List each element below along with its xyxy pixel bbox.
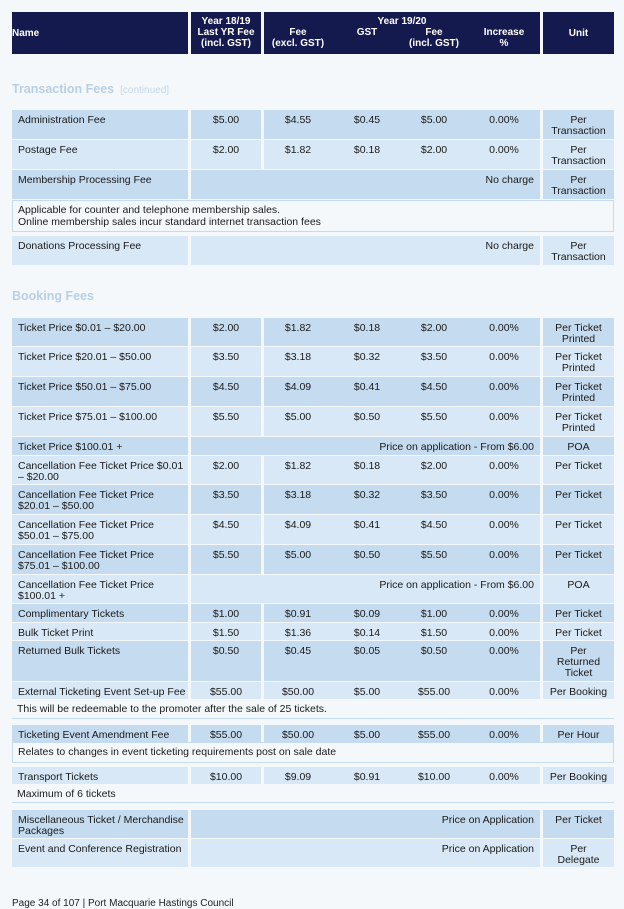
table-row [12,407,614,436]
row-unit: Per [570,174,587,186]
cell-fee [264,407,540,436]
row-note [12,200,614,232]
increase-percent: 0.00% [489,608,519,620]
cell-unit [543,623,614,640]
row-name: – $20.00 [18,471,59,483]
row-name: Packages [18,825,65,837]
row-unit: Per Booking [549,771,608,783]
cell-last [191,623,261,640]
cell-unit [543,140,614,169]
row-unit: Transaction [551,155,606,167]
increase-percent: 0.00% [489,519,519,531]
gst-amount: $0.05 [353,645,381,657]
row-unit: Per [570,843,587,855]
table-row [12,682,614,699]
increase-percent: 0.00% [489,645,519,657]
cell-unit [543,170,614,199]
cell-last [191,110,261,139]
cell-name [12,140,188,169]
fee-incl-gst: $5.50 [420,411,448,423]
gst-amount: $0.32 [353,351,381,363]
increase-percent: 0.00% [489,322,519,334]
row-name: Ticket Price $20.01 – $50.00 [18,351,152,363]
table-row [12,604,614,622]
cell-unit [543,725,614,742]
row-unit: Per [570,240,587,252]
fee-excl-gst: $4.09 [284,381,312,393]
row-name: Ticket Price $0.01 – $20.00 [18,322,146,334]
gst-amount: $0.41 [353,381,381,393]
last-year-fee: $3.50 [212,351,240,363]
cell-fee [264,641,540,681]
fee-incl-gst: $4.50 [420,519,448,531]
increase-percent: 0.00% [489,460,519,472]
fee-incl-gst: $1.00 [420,608,448,620]
row-name: Event and Conference Registration [18,843,182,855]
increase-percent: 0.00% [489,489,519,501]
row-note [12,785,614,803]
increase-percent: 0.00% [489,114,519,126]
increase-percent: 0.00% [489,729,519,741]
row-name: Cancellation Fee Ticket Price [18,489,154,501]
fee-incl-gst: $1.50 [420,627,448,639]
booking-fees-heading: Booking Fees [12,289,94,303]
gst-amount: $0.50 [353,549,381,561]
merged-fee-cell [191,236,540,265]
row-name: Ticket Price $50.01 – $75.00 [18,381,152,393]
row-name: Postage Fee [18,144,78,156]
table-row [12,377,614,406]
row-name: Cancellation Fee Ticket Price [18,579,154,591]
cell-fee [264,545,540,574]
cell-unit [543,110,614,139]
row-note [12,742,614,763]
row-name: Cancellation Fee Ticket Price [18,549,154,561]
fee-excl-gst: $1.82 [284,322,312,334]
table-row [12,810,614,838]
header-increase: Increase [483,27,525,38]
fee-incl-gst: $2.00 [420,144,448,156]
table-row [12,236,614,265]
merged-fee-text: Price on Application [441,843,534,855]
note-text: Applicable for counter and telephone membership sales. [18,204,281,216]
note-text: Maximum of 6 tickets [17,788,116,800]
row-name: Donations Processing Fee [18,240,142,252]
row-note [12,700,614,719]
row-unit: Per Ticket [555,460,602,472]
table-row [12,641,614,681]
fee-excl-gst: $4.09 [284,519,312,531]
cell-name [12,604,188,622]
fee-incl-gst: $3.50 [420,489,448,501]
cell-last [191,407,261,436]
cell-name [12,318,188,346]
cell-name [12,767,188,784]
last-year-fee: $3.50 [212,489,240,501]
fee-incl-gst: $4.50 [420,381,448,393]
gst-amount: $0.09 [353,608,381,620]
fee-excl-gst: $4.55 [284,114,312,126]
gst-amount: $5.00 [353,729,381,741]
cell-unit [543,377,614,406]
gst-amount: $0.32 [353,489,381,501]
table-row [12,545,614,574]
header-last-year-cell [191,12,261,54]
row-unit: Transaction [551,185,606,197]
row-name: Membership Processing Fee [18,174,152,186]
merged-fee-text: No charge [485,174,534,186]
increase-percent: 0.00% [489,411,519,423]
cell-last [191,456,261,484]
fee-incl-gst: $2.00 [420,460,448,472]
cell-unit [543,641,614,681]
table-row [12,318,614,346]
increase-percent: 0.00% [489,627,519,639]
last-year-fee: $5.50 [212,411,240,423]
gst-amount: $0.14 [353,627,381,639]
cell-unit [543,682,614,699]
row-name: $50.01 – $75.00 [18,530,94,542]
cell-unit [543,347,614,376]
row-name: Ticket Price $100.01 + [18,441,123,453]
gst-amount: $0.50 [353,411,381,423]
last-year-fee: $5.50 [212,549,240,561]
row-unit: Per Ticket [555,351,602,363]
cell-fee [264,456,540,484]
row-unit: Per Ticket [555,322,602,334]
table-row [12,140,614,169]
row-unit: Transaction [551,251,606,263]
last-year-fee: $0.50 [212,645,240,657]
cell-unit [543,767,614,784]
fee-incl-gst: $5.00 [420,114,448,126]
cell-unit [543,604,614,622]
merged-fee-cell [191,810,540,838]
cell-name [12,456,188,484]
row-name: Miscellaneous Ticket / Merchandise [18,814,184,826]
gst-amount: $0.41 [353,519,381,531]
row-name: $75.01 – $100.00 [18,560,100,572]
transaction-fees-heading: Transaction Fees [12,82,115,96]
cell-last [191,140,261,169]
cell-last [191,377,261,406]
row-unit: Delegate [557,854,600,866]
fee-excl-gst: $3.18 [284,489,312,501]
cell-unit [543,545,614,574]
page-footer: Page 34 of 107 | Port Macquarie Hastings Council [12,898,234,909]
row-name: Ticketing Event Amendment Fee [18,729,170,741]
fee-incl-gst: $0.50 [420,645,448,657]
row-unit: Per Ticket [555,519,602,531]
row-unit: Printed [561,333,596,345]
row-name: Administration Fee [18,114,106,126]
last-year-fee: $5.00 [212,114,240,126]
fee-excl-gst: $0.45 [284,645,312,657]
cell-name [12,623,188,640]
gst-amount: $0.18 [353,322,381,334]
cell-unit [543,485,614,514]
cell-name [12,810,188,838]
fee-incl-gst: $3.50 [420,351,448,363]
row-unit: Per Booking [549,686,608,698]
cell-last [191,682,261,699]
row-name: $20.01 – $50.00 [18,500,94,512]
cell-unit [543,515,614,544]
merged-fee-cell [191,170,540,199]
table-row [12,456,614,484]
table-row [12,347,614,376]
fee-excl-gst: $1.82 [284,460,312,472]
table-row [12,515,614,544]
increase-percent: 0.00% [489,381,519,393]
row-unit: Printed [561,422,596,434]
row-unit: Ticket [564,667,593,679]
row-name: Bulk Ticket Print [18,627,94,639]
cell-fee [264,485,540,514]
cell-fee [264,604,540,622]
cell-unit [543,810,614,838]
cell-last [191,641,261,681]
last-year-fee: $4.50 [212,519,240,531]
last-year-fee: $4.50 [212,381,240,393]
merged-fee-text: Price on application - From $6.00 [379,441,534,453]
header-gst: GST [356,27,378,38]
cell-name [12,839,188,867]
row-unit: Per Ticket [555,627,602,639]
cell-last [191,604,261,622]
table-row [12,110,614,139]
fee-excl-gst: $1.82 [284,144,312,156]
header-year-1920: Year 19/20 [377,16,427,27]
gst-amount: $0.91 [353,771,381,783]
cell-unit [543,839,614,867]
row-unit: Per Ticket [555,411,602,423]
increase-percent: 0.00% [489,351,519,363]
table-row [12,437,614,455]
row-unit: Per Ticket [555,381,602,393]
merged-fee-text: Price on Application [441,814,534,826]
continued-label: [continued] [120,85,170,96]
gst-amount: $0.18 [353,144,381,156]
cell-fee [264,682,540,699]
cell-unit [543,236,614,265]
last-year-fee: $1.00 [212,608,240,620]
cell-last [191,545,261,574]
row-unit: Per [570,144,587,156]
cell-fee [264,623,540,640]
cell-fee [264,140,540,169]
row-name: Cancellation Fee Ticket Price $0.01 [18,460,184,472]
header-excl-gst: (excl. GST) [271,38,325,49]
cell-fee [264,515,540,544]
cell-last [191,725,261,742]
row-unit: Per Ticket [555,549,602,561]
fee-incl-gst: $55.00 [417,686,451,698]
fee-excl-gst: $5.00 [284,549,312,561]
header-last-yr-fee: Last YR Fee [197,27,255,38]
fee-excl-gst: $50.00 [281,686,315,698]
header-fee-incl: Fee [425,27,443,38]
header-percent: % [499,38,509,49]
row-unit: Per Ticket [555,814,602,826]
last-year-fee: $1.50 [212,627,240,639]
cell-unit [543,407,614,436]
row-unit: Per [570,114,587,126]
header-incl-gst: (incl. GST) [201,38,251,49]
cell-fee [264,318,540,346]
section-title-booking [12,289,94,303]
cell-name [12,110,188,139]
cell-name [12,347,188,376]
row-name: Returned Bulk Tickets [18,645,121,657]
row-unit: Per Hour [557,729,600,741]
merged-fee-cell [191,437,540,455]
cell-unit [543,575,614,603]
cell-last [191,515,261,544]
cell-name [12,641,188,681]
cell-name [12,170,188,199]
last-year-fee: $55.00 [209,729,243,741]
cell-name [12,515,188,544]
cell-name [12,575,188,603]
row-unit: Per Ticket [555,608,602,620]
cell-name [12,485,188,514]
cell-last [191,767,261,784]
table-row [12,767,614,784]
fee-excl-gst: $0.91 [284,608,312,620]
cell-name [12,236,188,265]
row-unit: Per [570,645,587,657]
merged-fee-cell [191,575,540,603]
last-year-fee: $2.00 [212,460,240,472]
cell-fee [264,725,540,742]
cell-name [12,407,188,436]
table-row [12,839,614,867]
fee-excl-gst: $50.00 [281,729,315,741]
cell-fee [264,377,540,406]
fee-excl-gst: $3.18 [284,351,312,363]
merged-fee-text: No charge [485,240,534,252]
cell-unit [543,456,614,484]
cell-name [12,377,188,406]
header-fee-excl: Fee [289,27,307,38]
increase-percent: 0.00% [489,686,519,698]
row-unit: Returned [556,656,601,668]
row-unit: Per Ticket [555,489,602,501]
gst-amount: $5.00 [353,686,381,698]
row-unit: Printed [561,362,596,374]
row-name: $100.01 + [18,590,66,602]
cell-last [191,485,261,514]
fee-excl-gst: $1.36 [284,627,312,639]
merged-fee-text: Price on application - From $6.00 [379,579,534,591]
last-year-fee: $10.00 [209,771,243,783]
row-unit: POA [567,579,590,591]
header-unit: Unit [568,28,589,39]
note-text: Relates to changes in event ticketing requirements post on sale date [18,746,337,758]
cell-name [12,725,188,742]
cell-name [12,682,188,699]
increase-percent: 0.00% [489,771,519,783]
row-name: Complimentary Tickets [18,608,125,620]
note-text: Online membership sales incur standard internet transaction fees [18,216,321,228]
cell-unit [543,437,614,455]
increase-percent: 0.00% [489,144,519,156]
cell-fee [264,110,540,139]
row-unit: Printed [561,392,596,404]
merged-fee-cell [191,839,540,867]
row-name: Cancellation Fee Ticket Price [18,519,154,531]
table-row [12,575,614,603]
fee-excl-gst: $5.00 [284,411,312,423]
header-year-1819: Year 18/19 [201,16,251,27]
header-name-cell [12,12,188,54]
fee-excl-gst: $9.09 [284,771,312,783]
last-year-fee: $2.00 [212,144,240,156]
header-incl-gst-2: (incl. GST) [409,38,459,49]
header-name: Name [12,28,40,39]
row-unit: POA [567,441,590,453]
cell-fee [264,347,540,376]
fee-incl-gst: $10.00 [417,771,451,783]
table-row [12,170,614,199]
gst-amount: $0.18 [353,460,381,472]
fee-incl-gst: $5.50 [420,549,448,561]
row-name: Ticket Price $75.01 – $100.00 [18,411,158,423]
table-row [12,725,614,742]
cell-last [191,318,261,346]
row-name: External Ticketing Event Set-up Fee [18,686,186,698]
header-year-1920-cell [264,12,540,54]
section-title-transaction [12,82,169,96]
last-year-fee: $2.00 [212,322,240,334]
row-name: Transport Tickets [18,771,99,783]
cell-last [191,347,261,376]
cell-name [12,545,188,574]
fee-incl-gst: $55.00 [417,729,451,741]
gst-amount: $0.45 [353,114,381,126]
cell-fee [264,767,540,784]
cell-unit [543,318,614,346]
header-unit-cell [543,12,614,54]
table-row [12,623,614,640]
note-text: This will be redeemable to the promoter after the sale of 25 tickets. [17,703,327,715]
increase-percent: 0.00% [489,549,519,561]
last-year-fee: $55.00 [209,686,243,698]
table-row [12,485,614,514]
cell-name [12,437,188,455]
fee-incl-gst: $2.00 [420,322,448,334]
row-unit: Transaction [551,125,606,137]
